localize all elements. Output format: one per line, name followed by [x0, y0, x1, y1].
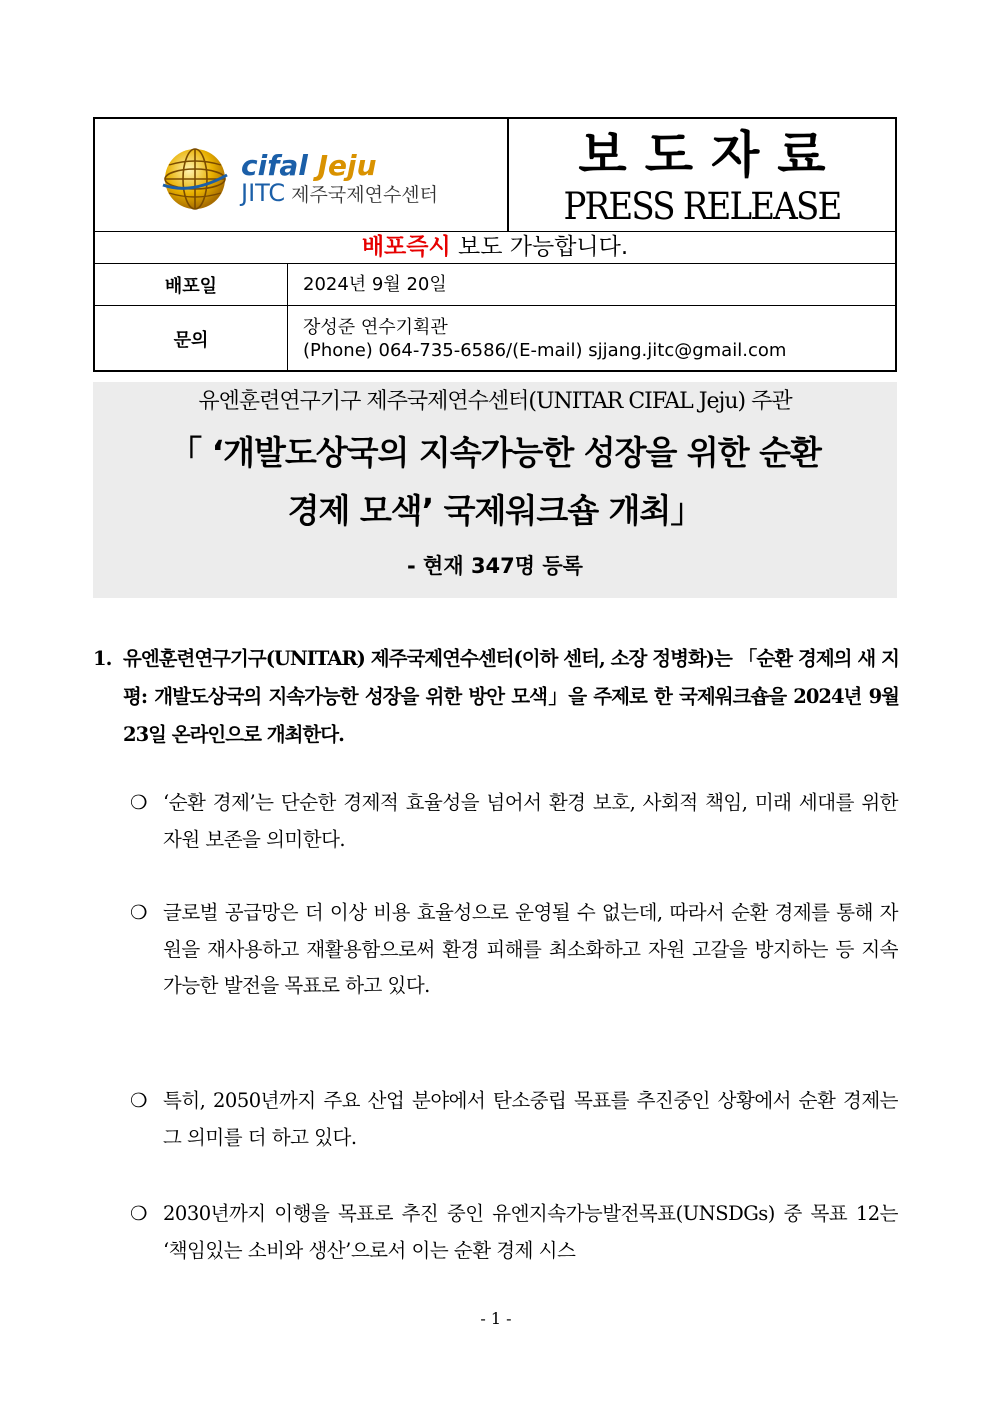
bullet-circle-icon: ❍ — [130, 1089, 147, 1112]
headline-title-line1: 「 ‘개발도상국의 지속가능한 성장을 위한 순환 — [169, 433, 821, 472]
globe-icon — [161, 145, 229, 213]
logo-name: cifal Jeju — [241, 149, 377, 182]
bullet-text: 특히, 2050년까지 주요 산업 분야에서 탄소중립 목표를 추진중인 상황에서 순환 경제는 그 의미를 더 하고 있다. — [163, 1089, 898, 1149]
bullet-text: ‘순환 경제’는 단순한 경제적 효율성을 넘어서 환경 보호, 사회적 책임, 미래 세대를 위한 자원 보존을 의미한다. — [163, 791, 898, 851]
release-notice — [95, 231, 895, 264]
page-number: - 1 - — [480, 1309, 512, 1328]
logo-cell — [95, 119, 509, 231]
numbered-item-1 — [93, 640, 899, 754]
headline-organizer: 유엔훈련연구기구 제주국제연수센터(UNITAR CIFAL Jeju) 주관 — [198, 389, 792, 414]
headline-subtitle: - 현재 347명 등록 — [407, 554, 583, 578]
contact-detail: (Phone) 064-735-6586/(E-mail) sjjang.jitc@gmail.com — [303, 340, 787, 361]
bullet-text: 글로벌 공급망은 더 이상 비용 효율성으로 운영될 수 없는데, 따라서 순환 경제를 통해 자원을 재사용하고 재활용함으로써 환경 피해를 최소화하고 자원 고갈을 방지하는 등 지속가능한 발전을 목표로 하고 있다. — [163, 901, 898, 997]
headline-box — [93, 382, 897, 598]
contact-value — [303, 306, 895, 372]
bullet-item — [130, 1196, 898, 1269]
press-header-table — [93, 117, 897, 372]
headline-title-line2: 경제 모색’ 국제워크숍 개최」 — [287, 491, 703, 530]
release-notice-highlight: 배포즉시 — [361, 234, 451, 260]
press-title-ko: 보도자료 — [578, 126, 844, 184]
header-row-title — [95, 119, 895, 232]
bullet-circle-icon: ❍ — [130, 791, 147, 814]
press-title-en: PRESS RELEASE — [563, 185, 841, 228]
release-date-row — [95, 264, 895, 306]
release-date-value: 2024년 9월 20일 — [303, 274, 447, 295]
bullet-circle-icon: ❍ — [130, 901, 147, 924]
bullet-text: 2030년까지 이행을 목표로 추진 중인 유엔지속가능발전목표(UNSDGs) 중 목표 12는 ‘책임있는 소비와 생산’으로서 이는 순환 경제 시스 — [163, 1202, 898, 1262]
release-date-label: 배포일 — [95, 264, 288, 305]
bullet-circle-icon: ❍ — [130, 1202, 147, 1225]
contact-row — [95, 306, 895, 372]
bullet-item — [130, 895, 898, 1005]
cifal-jeju-logo — [161, 145, 439, 217]
item-number: 1. — [93, 647, 112, 670]
item-text: 유엔훈련연구기구(UNITAR) 제주국제연수센터(이하 센터, 소장 정병화)는 「순환 경제의 새 지평: 개발도상국의 지속가능한 성장을 위한 방안 모색」을 주제로 한 국제워크숍을 2024년 9월 23일 온라인으로 개최한다. — [123, 647, 899, 746]
bullet-item — [130, 785, 898, 858]
bullet-item — [130, 1083, 898, 1156]
release-notice-text: 보도 가능합니다. — [458, 234, 629, 260]
logo-subname: JITC 제주국제연수센터 — [241, 179, 439, 207]
contact-name: 장성준 연수기획관 — [303, 317, 448, 338]
contact-label: 문의 — [95, 306, 288, 372]
headline-title — [93, 424, 897, 540]
press-title-cell — [509, 119, 895, 231]
